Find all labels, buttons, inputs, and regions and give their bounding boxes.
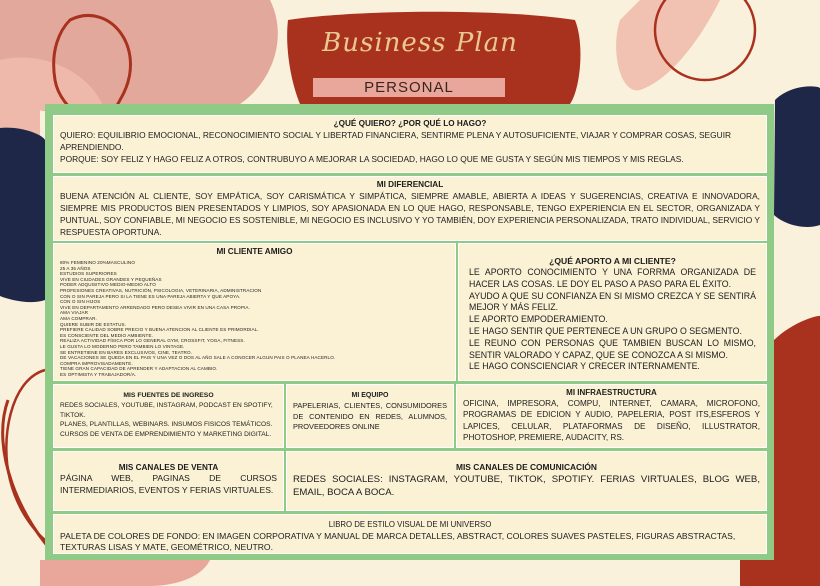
page-title: Business Plan: [322, 28, 518, 58]
section-cliente-amigo: [54, 244, 455, 380]
list-item: TIENE GRAN CAPACIDAD DE APRENDER Y ADAPTACION AL CAMBIO.: [60, 366, 218, 372]
list-item: AMA COMPRAR.: [60, 315, 97, 321]
section-heading: MI INFRAESTRUCTURA: [566, 388, 657, 397]
list-item: AMA VIAJAR: [60, 310, 89, 316]
list-item: LE REUNO CON PERSONAS QUE TAMBIEN BUSCAN LO MISMO, SENTIR VALORADO Y CAPAZ, QUE SE CONOZCA A SI MISMO.: [469, 337, 756, 360]
section-diferencial: [54, 177, 766, 240]
navy-blob-right: [774, 86, 820, 227]
section-heading: ¿QUÉ APORTO A MI CLIENTE?: [549, 256, 676, 266]
list-item: CON O SIN HIJOS: [60, 299, 101, 305]
section-heading: MI DIFERENCIAL: [376, 180, 444, 189]
list-item: ESTUDIOS SUPERIORES: [60, 271, 117, 277]
list-item: LE APORTO CONOCIMIENTO Y UNA FORRMA ORGANIZADA DE HACER LAS COSAS. LE DOY EL PASO A PASO PARA EL ÉXITO.: [469, 267, 756, 289]
list-item: LE HAGO SENTIR QUE PERTENECE A UN GRUPO O SEGMENTO.: [469, 325, 742, 336]
list-item: COMPRA IMPROVISADAMENTE.: [60, 360, 133, 366]
section-text: PALETA DE COLORES DE FONDO: EN IMAGEN CORPORATIVA Y MANUAL DE MARCA DETALLES, ABSTRACT, COLORES SUAVES PASTELES, FIGURAS ABSTRACTAS, TEXTURAS LISAS Y MATE, GEOMÉTRICO, NEUTRO.: [60, 530, 736, 553]
section-text: OFICINA, IMPRESORA, COMPU, INTERNET, CAMARA, MICROFONO, PROGRAMAS DE EDICION Y AUDIO, PAPELERIA, POST ITS,ESFEROS Y LAPICES, CELULAR, PLATAFORMAS DE DISEÑO, ILLUSTRATOR, PHOTOSHOP, PREMIERE, AUDACITY, RS.: [463, 399, 760, 442]
section-text: PLANES, PLANTILLAS, WEBINARS. INSUMOS FISICOS TEMÁTICOS. CURSOS DE VENTA DE EMPRENDIMIENTO Y MARKETING DIGITAL.: [60, 421, 273, 438]
section-text: REDES SOCIALES: INSTAGRAM, YOUTUBE, TIKTOK, SPOTIFY. FERIAS VIRTUALES, BLOG WEB, EMAIL, BOCA A BOCA.: [293, 474, 760, 498]
page-subtitle: PERSONAL: [313, 78, 505, 97]
section-heading: MIS CANALES DE COMUNICACIÓN: [456, 462, 597, 472]
list-item: DE VACACIONES SE QUEDA EN EL PAIS Y UNA VEZ O DOS AL AÑO SALE A CONOCER ALGUN PAIS O PLANEA HACERLO.: [60, 355, 336, 361]
list-item: ES OPTIMISTA Y TRABAJADOR/A.: [60, 371, 137, 377]
section-text: PAPELERIAS, CLIENTES, CONSUMIDORES DE CONTENIDO EN REDES, ALUMNOS, PROVEEDORES ONLINE: [293, 401, 447, 432]
list-item: CON O SIN PAREJA PERO SI LA TIENE ES UNA PAREJA ABIERTA Y QUE APOYA.: [60, 293, 241, 299]
list-item: LE GUSTA LO MODERNO PERO TAMBIEN LO VINTAGE.: [60, 343, 185, 349]
list-item: LE HAGO CONSCIENCIAR Y CRECER INTERNAMENTE.: [469, 361, 700, 372]
section-que-quiero: [54, 116, 766, 172]
client-profile-list: [60, 260, 449, 377]
section-heading: MIS CANALES DE VENTA: [118, 463, 219, 472]
list-item: PODER ADQUISITIVO MEDIO-MEDIO ALTO: [60, 282, 156, 288]
list-item: 25 A 35 AÑOS: [60, 265, 91, 271]
section-text: BUENA ATENCIÓN AL CLIENTE, SOY EMPÁTICA, SOY CARISMÁTICA Y SIMPÁTICA, SIEMPRE AMABLE, ABIERTA A IDEAS Y SUGERENCIAS, CREATIVA E INNOVADORA, SIEMPRE MIS PRODUCTOS BIEN PRESENTADOS Y LIMPIOS, SOY APASIONADA EN LO QUE HAGO, RESPONSABLE, TENGO EXPERIENCIA EN EL SECTOR, ORGANIZADA Y PUNTUAL, SOY CONFIABLE, MI NEGOCIO ES SOSTENIBLE, MI NEGOCIO ES INCLUSIVO Y YO TAMBIÉN, DOY EXPERIENCIA PERSONALIZADA, TRATO INDIVIDUAL, SERVICIO Y RESPUESTA OPORTUNA.: [60, 191, 760, 237]
section-estilo-visual: [54, 515, 766, 553]
section-heading: MIS FUENTES DE INGRESO: [123, 392, 214, 399]
navy-blob-left: [0, 128, 45, 302]
list-item: LE APORTO EMPODERAMIENTO.: [469, 314, 608, 325]
section-heading: LIBRO DE ESTILO VISUAL DE MI UNIVERSO: [328, 520, 492, 529]
section-canales-venta: [54, 452, 283, 510]
list-item: PROFESIONES CREATIVAS, NUTRICIÓN, PSICOLOGIA, VETERINARIA, ADMINISTRACION: [60, 287, 262, 293]
list-item: PREFIERE CALIDAD SOBRE PRECIO Y BUENA ATENCION AL CLIENTE ES PRIMORDIAL.: [60, 327, 259, 333]
pink-blob-bottom: [40, 560, 210, 586]
list-item: QUIERE SUBIR DE ESTATUS.: [60, 321, 127, 327]
section-fuentes-ingreso: [54, 385, 283, 447]
section-heading: MI CLIENTE AMIGO: [216, 247, 293, 256]
section-infraestructura: [457, 385, 766, 447]
list-item: VIVE EN DEPARTAMENTO ARRENDADO PERO DESEA VIVIR EN UNA CASA PROPIA.: [60, 304, 250, 310]
section-canales-comunicacion: [287, 452, 766, 510]
section-equipo: [287, 385, 453, 447]
list-item: REALIZA ACTIVIDAD FÍSICA POR LO GENERAL GYM, CROSSFIT, YOGA, FITNESS.: [60, 338, 245, 344]
section-heading: ¿QUÉ QUIERO? ¿POR QUÉ LO HAGO?: [333, 119, 487, 128]
list-item: AYUDO A QUE SU CONFIANZA EN SI MISMO CREZCA Y SE SENTIRÁ MEJOR Y MÁS FELIZ.: [469, 290, 756, 313]
section-text: QUIERO: EQUILIBRIO EMOCIONAL, RECONOCIMIENTO SOCIAL Y LIBERTAD FINANCIERA, SENTIRME PLENA Y AUTOSUFICIENTE, VIAJAR Y COMPRAR COSAS, SEGUIR APRENDIENDO.: [60, 130, 732, 152]
contribution-list: [465, 267, 760, 373]
section-que-aporto: [459, 244, 766, 380]
title-block: [300, 28, 540, 58]
list-item: 80% FEMENINO 20%MASCULINO: [60, 260, 135, 265]
section-text: PORQUE: SOY FELIZ Y HAGO FELIZ A OTROS, CONTRUBUYO A MEJORAR LA SOCIEDAD, HAGO LO QUE ME GUSTA Y SEGÚN MIS TIEMPOS Y MIS REGLAS.: [60, 154, 684, 164]
list-item: VIVE EN CIUDADES GRANDES Y PEQUEÑAS: [60, 276, 162, 282]
pink-blob-top-right: [616, 0, 720, 90]
list-item: ES CONSCIENTE DEL MEDIO AMBIENTE.: [60, 332, 153, 338]
list-item: SE ENTRETIENE EN BARES EXCLUSIVOS, CINE, TEATRO.: [60, 349, 193, 355]
section-heading: MI EQUIPO: [351, 392, 389, 399]
section-text: REDES SOCIALES, YOUTUBE, INSTAGRAM, PODCAST EN SPOTIFY, TIKTOK.: [60, 402, 273, 419]
section-text: PÁGINA WEB, PAGINAS DE CURSOS INTERMEDIARIOS, EVENTOS Y FERIAS VIRTUALES.: [60, 473, 277, 495]
